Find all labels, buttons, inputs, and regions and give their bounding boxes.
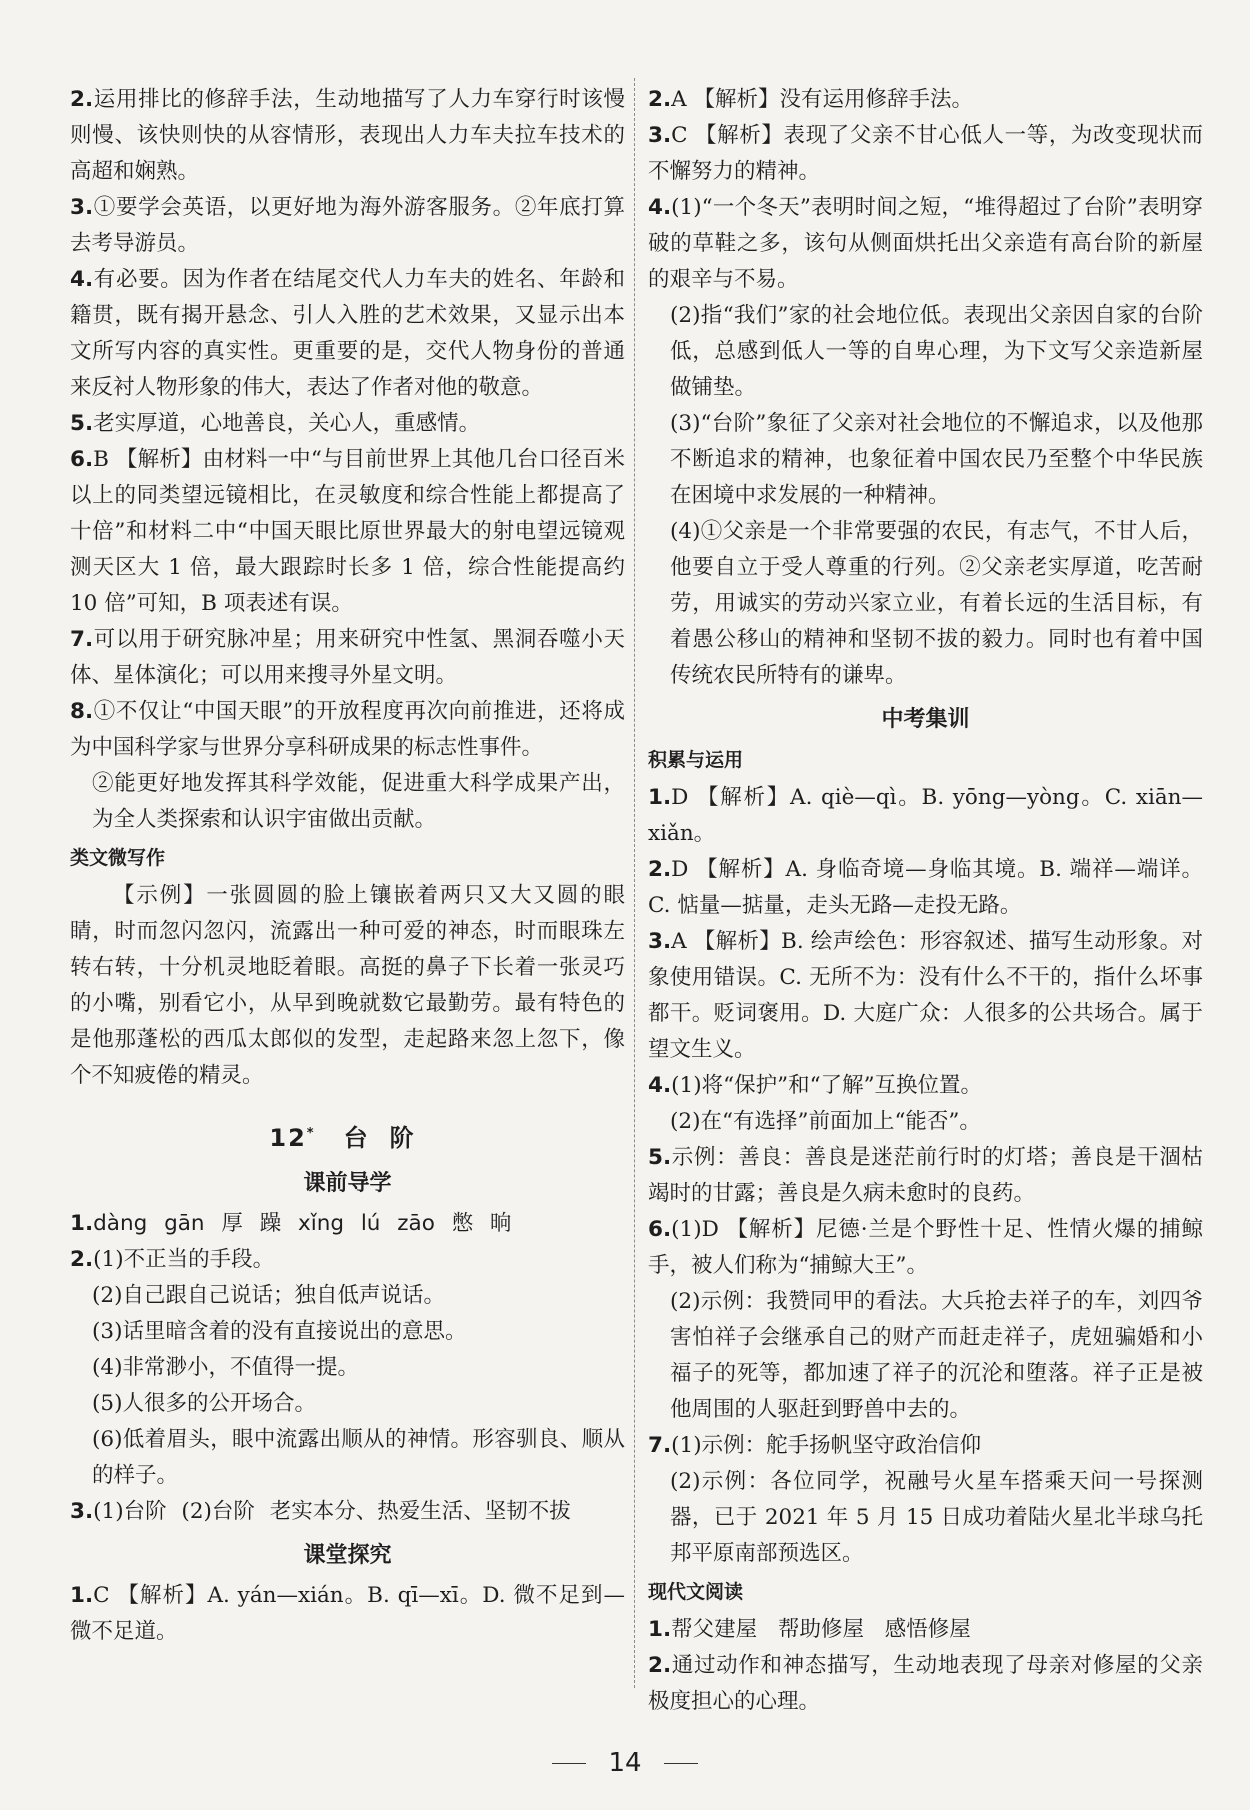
lesson-number: 12 xyxy=(269,1124,307,1152)
writing-example: 【示例】一张圆圆的脸上镶嵌着两只又大又圆的眼睛，时而忽闪忽闪，流露出一种可爱的神态，时而眼珠左转右转，十分机灵地眨着眼。高挺的鼻子下长着一张灵巧的小嘴，别看它小，从早到晚就数它最勤劳。最有特色的是他那蓬松的西瓜太郎似的发型，走起路来忽上忽下，像个不知疲倦的精灵。 xyxy=(70,883,625,1088)
exam-item-2: 2.D 【解析】A. 身临奇境—身临其境。B. 端祥—端详。C. 惦量—掂量，走头无路—走投无路。 xyxy=(648,857,1203,918)
preview-item-2-sub: (3)话里暗含着的没有直接说出的意思。 xyxy=(92,1319,467,1344)
exam-heading: 中考集训 xyxy=(881,707,970,732)
left-item-3: 3.①要学会英语，以更好地为海外游客服务。②年底打算去考导游员。 xyxy=(70,195,625,256)
left-item-7: 7.可以用于研究脉冲星；用来研究中性氢、黑洞吞噬小天体、星体演化；可以用来搜寻外星文明。 xyxy=(70,627,625,688)
exam-item-1: 1.D 【解析】A. qiè—qì。B. yōng—yòng。C. xiān—xiǎn。 xyxy=(648,785,1203,846)
page-footer xyxy=(0,1748,1250,1778)
reading-item-1: 1.帮父建屋 帮助修屋 感悟修屋 xyxy=(648,1617,971,1642)
left-item-8-sub: ②能更好地发挥其科学效能，促进重大科学成果产出，为全人类探索和认识宇宙做出贡献。 xyxy=(92,771,625,832)
page-number: 14 xyxy=(608,1748,642,1778)
right-item-3: 3.C 【解析】表现了父亲不甘心低人一等，为改变现状而不懈努力的精神。 xyxy=(648,123,1203,184)
left-item-5: 5.老实厚道，心地善良，关心人，重感情。 xyxy=(70,411,481,436)
exam-item-6-sub: (2)示例：我赞同甲的看法。大兵抢去祥子的车，刘四爷害怕祥子会继承自己的财产而赶走祥子，虎妞骗婚和小福子的死等，都加速了祥子的沉沦和堕落。祥子正是被他周围的人驱赶到野兽中去的。 xyxy=(670,1289,1203,1422)
exam-item-4-sub: (2)在“有选择”前面加上“能否”。 xyxy=(670,1109,981,1134)
reading-item-2: 2.通过动作和神态描写，生动地表现了母亲对修屋的父亲极度担心的心理。 xyxy=(648,1653,1203,1714)
exam-item-5: 5.示例：善良：善良是迷茫前行时的灯塔；善良是干涸枯竭时的甘露；善良是久病未愈时的良药。 xyxy=(648,1145,1203,1206)
lesson-title-char-1: 台 xyxy=(343,1124,370,1152)
right-item-4-sub: (4)①父亲是一个非常要强的农民，有志气，不甘人后，他要自立于受人尊重的行列。②父亲老实厚道，吃苦耐劳，用诚实的劳动兴家立业，有着长远的生活目标，有着愚公移山的精神和坚韧不拔的毅力。同时也有着中国传统农民所特有的谦卑。 xyxy=(670,519,1203,688)
preview-item-1: 1.dàng gān 厚 躁 xǐng lú zāo 憋 晌 xyxy=(70,1211,512,1236)
right-item-4-sub: (2)指“我们”家的社会地位低。表现出父亲因自家的台阶低，总感到低人一等的自卑心理，为下文写父亲造新屋做铺垫。 xyxy=(670,303,1203,400)
footer-dash-right xyxy=(664,1763,698,1764)
preview-item-3: 3.(1)台阶 (2)台阶 老实本分、热爱生活、坚韧不拔 xyxy=(70,1499,571,1524)
preview-heading: 课前导学 xyxy=(303,1171,392,1196)
preview-item-2-sub: (6)低着眉头，眼中流露出顺从的神情。形容驯良、顺从的样子。 xyxy=(92,1427,625,1488)
reading-heading: 现代文阅读 xyxy=(648,1581,744,1603)
left-item-2: 2.运用排比的修辞手法，生动地描写了人力车穿行时该慢则慢、该快则快的从容情形，表现出人力车夫拉车技术的高超和娴熟。 xyxy=(70,87,625,184)
preview-item-2-sub: (5)人很多的公开场合。 xyxy=(92,1391,316,1416)
right-item-4: 4.(1)“一个冬天”表明时间之短，“堆得超过了台阶”表明穿破的草鞋之多，该句从侧面烘托出父亲造有高台阶的新屋的艰辛与不易。 xyxy=(648,195,1203,292)
writing-heading: 类文微写作 xyxy=(70,847,166,869)
lesson-title xyxy=(70,1116,625,1156)
left-column xyxy=(70,82,625,1650)
column-divider xyxy=(634,78,635,1688)
left-item-4: 4.有必要。因为作者在结尾交代人力车夫的姓名、年龄和籍贯，既有揭开悬念、引人入胜的艺术效果，又显示出本文所写内容的真实性。更重要的是，交代人物身份的普通来反衬人物形象的伟大，表达了作者对他的敬意。 xyxy=(70,267,625,400)
exam-item-3: 3.A 【解析】B. 绘声绘色：形容叙述、描写生动形象。对象使用错误。C. 无所不为：没有什么不干的，指什么坏事都干。贬词褒用。D. 大庭广众：人很多的公共场合。属于望文生义。 xyxy=(648,929,1203,1062)
accum-heading: 积累与运用 xyxy=(648,749,744,771)
exam-item-7-sub: (2)示例：各位同学，祝融号火星车搭乘天问一号探测器，已于 2021 年 5 月 15 日成功着陆火星北半球乌托邦平原南部预选区。 xyxy=(670,1469,1203,1566)
right-item-2: 2.A 【解析】没有运用修辞手法。 xyxy=(648,87,974,112)
right-item-4-sub: (3)“台阶”象征了父亲对社会地位的不懈追求，以及他那不断追求的精神，也象征着中国农民乃至整个中华民族在困境中求发展的一种精神。 xyxy=(670,411,1203,508)
preview-item-2: 2.(1)不正当的手段。 xyxy=(70,1247,275,1272)
preview-item-2-sub: (2)自己跟自己说话；独自低声说话。 xyxy=(92,1283,445,1308)
lesson-title-char-2: 阶 xyxy=(389,1124,416,1152)
class-heading: 课堂探究 xyxy=(303,1543,392,1568)
right-column xyxy=(648,82,1203,1720)
exam-item-6: 6.(1)D 【解析】尼德·兰是个野性十足、性情火爆的捕鲸手，被人们称为“捕鲸大王”。 xyxy=(648,1217,1203,1278)
exam-item-4: 4.(1)将“保护”和“了解”互换位置。 xyxy=(648,1073,983,1098)
exam-item-7: 7.(1)示例：舵手扬帆坚守政治信仰 xyxy=(648,1433,982,1458)
lesson-mark: * xyxy=(306,1126,316,1141)
class-item-1: 1.C 【解析】A. yán—xián。B. qī—xī。D. 微不足到—微不足道。 xyxy=(70,1583,625,1644)
footer-dash-left xyxy=(552,1763,586,1764)
preview-item-2-sub: (4)非常渺小，不值得一提。 xyxy=(92,1355,359,1380)
left-item-8: 8.①不仅让“中国天眼”的开放程度再次向前推进，还将成为中国科学家与世界分享科研成果的标志性事件。 xyxy=(70,699,625,760)
left-item-6: 6.B 【解析】由材料一中“与目前世界上其他几台口径百米以上的同类望远镜相比，在灵敏度和综合性能上都提高了十倍”和材料二中“中国天眼比原世界最大的射电望远镜观测天区大 1 倍，最大跟踪时长多 1 倍，综合性能提高约 10 倍”可知，B 项表述有误。 xyxy=(70,447,625,616)
